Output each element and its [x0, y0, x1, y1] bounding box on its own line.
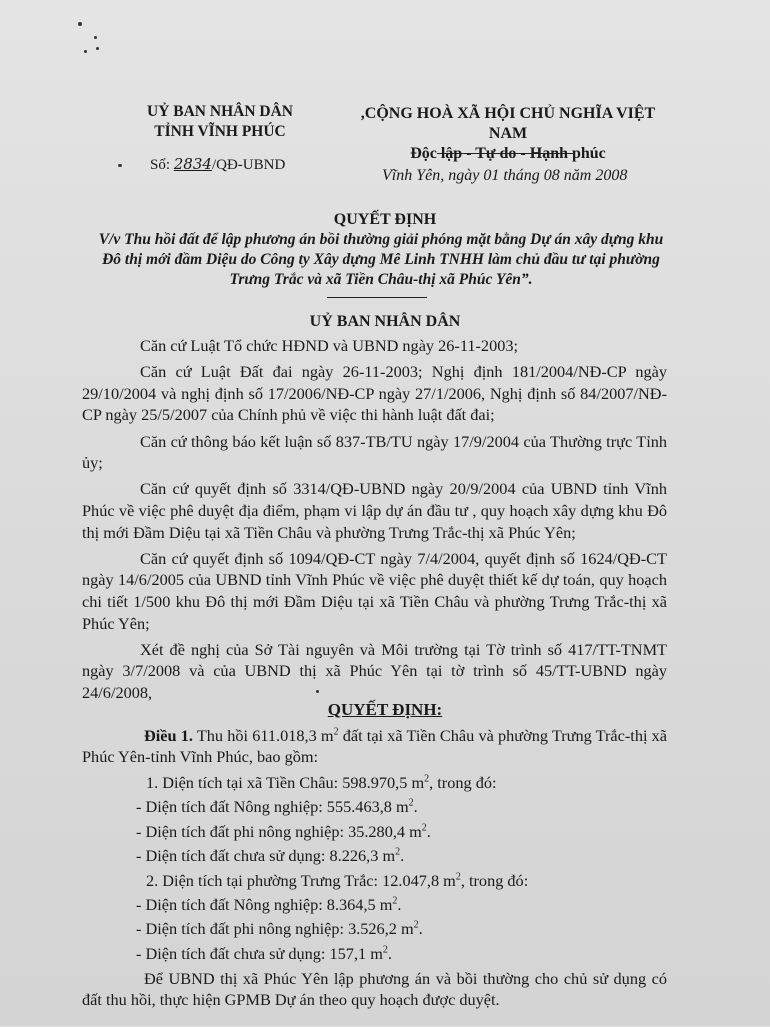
document-subject: V/v Thu hồi đất để lập phương án bồi thường giải phóng mặt bằng Dự án xây dựng khu Đô thị mới đầm Diệu do Công ty Xây dựng Mê Linh TNHH làm chủ đầu tư tại phường Trưng Trắc và xã Tiền Châu-thị xã Phúc Yên”. [98, 231, 664, 288]
date-suffix: năm 2008 [559, 167, 628, 184]
area-item: - Diện tích đất chưa sử dụng: 8.226,3 $m^2$. [136, 846, 405, 866]
issue-date [382, 167, 627, 185]
number-suffix: /QĐ-UBND [211, 157, 286, 173]
preamble-clause: Căn cứ thông báo kết luận số 837-TB/TU ngày 17/9/2004 của Thường trực Tỉnh ủy; [82, 431, 667, 473]
area-item: - Diện tích đất Nông nghiệp: 8.364,5 $m^2$. [136, 895, 402, 915]
article-1 [82, 725, 667, 1027]
subject-divider [327, 297, 427, 298]
preamble-clause: Căn cứ quyết định số 3314/QĐ-UBND ngày 20/9/2004 của UBND tỉnh Vĩnh Phúc về việc phê duyệt địa điểm, phạm vi lập dự án đầu tư , quy hoạch xây dựng khu Đô thị mới Đầm Diệu tại xã Tiền Châu và phường Trưng Trắc-thị xã Phúc Yên; [82, 479, 667, 542]
date-middle: tháng [499, 167, 544, 184]
article-1-intro: Điều 1. Thu hồi 611.018,3 $m^2$ đất tại xã Tiền Châu và phường Trưng Trắc-thị xã Phúc Yên-tỉnh Vĩnh Phúc, bao gồm: [82, 726, 668, 766]
area-item: - Diện tích đất Nông nghiệp: 555.463,8 $m^2$. [136, 797, 418, 817]
area-item: 1. Diện tích tại xã Tiền Châu: 598.970,5 $m^2$, trong đó: [146, 773, 497, 792]
article-label: Điều 1. [144, 726, 193, 745]
document-title: QUYẾT ĐỊNH [333, 211, 437, 228]
national-motto [348, 104, 668, 164]
handwritten-number: 2834 [173, 155, 212, 173]
org-line-1: UỶ BAN NHÂN DÂN [147, 103, 293, 120]
area-item: - Diện tích đất phi nông nghiệp: 35.280,4 $m^2$. [136, 821, 431, 841]
nation-line-1: ,CỘNG HOÀ XÃ HỘI CHỦ NGHĨA VIỆT NAM [360, 105, 656, 142]
article-1-closing: Để UBND thị xã Phúc Yên lập phương án và bồi thường cho chủ sử dụng có đất thu hồi, thực hiện GPMB Dự án theo quy hoạch được duyệt. [82, 969, 667, 1010]
authority-heading: UỶ BAN NHÂN DÂN [309, 313, 461, 330]
preamble [82, 335, 667, 708]
decision-heading: QUYẾT ĐỊNH: [327, 700, 443, 719]
preamble-clause: Căn cứ quyết định số 1094/QĐ-CT ngày 7/4/2004, quyết định số 1624/QĐ-CT ngày 14/6/2005 của UBND tỉnh Vĩnh Phúc về việc phê duyệt thiết kế dự toán, quy hoạch chi tiết 1/500 khu Đô thị mới Đầm Diệu tại xã Tiền Châu và phường Trưng Trắc-thị xã Phúc Yên; [82, 548, 667, 633]
issuing-authority [120, 102, 320, 142]
preamble-clause: Xét đề nghị của Sở Tài nguyên và Môi trường tại Tờ trình số 417/TT-TNMT ngày 3/7/2008 và của UBND thị xã Phúc Yên tại tờ trình số 45/TT-UBND ngày 24/6/2008, [82, 639, 667, 702]
org-line-2: TỈNH VĨNH PHÚC [154, 123, 286, 140]
area-item: - Diện tích đất chưa sử dụng: 157,1 $m^2$. [136, 943, 392, 963]
date-prefix: Vĩnh Yên, ngày [382, 167, 484, 184]
date-day: 01 [483, 167, 500, 184]
motto-underline [437, 153, 573, 154]
number-prefix: Số: [150, 157, 171, 173]
area-item: 2. Diện tích tại phường Trưng Trắc: 12.047,8 $m^2$, trong đó: [146, 870, 529, 890]
document-number [150, 155, 285, 174]
preamble-clause: Căn cứ Luật Tổ chức HĐND và UBND ngày 26-11-2003; [140, 336, 519, 355]
nation-line-2: Độc lập - Tự do - Hạnh phúc [410, 145, 606, 162]
preamble-clause: Căn cứ Luật Đất đai ngày 26-11-2003; Nghị định 181/2004/NĐ-CP ngày 29/10/2004 và nghị định số 17/2006/NĐ-CP ngày 27/1/2006, Nghị định số 84/2007/NĐ-CP ngày 25/5/2007 của Chính phủ về việc thi hành luật đất đai; [82, 362, 667, 425]
area-item: - Diện tích đất phi nông nghiệp: 3.526,2 $m^2$. [136, 919, 423, 939]
date-month: 08 [543, 167, 560, 184]
